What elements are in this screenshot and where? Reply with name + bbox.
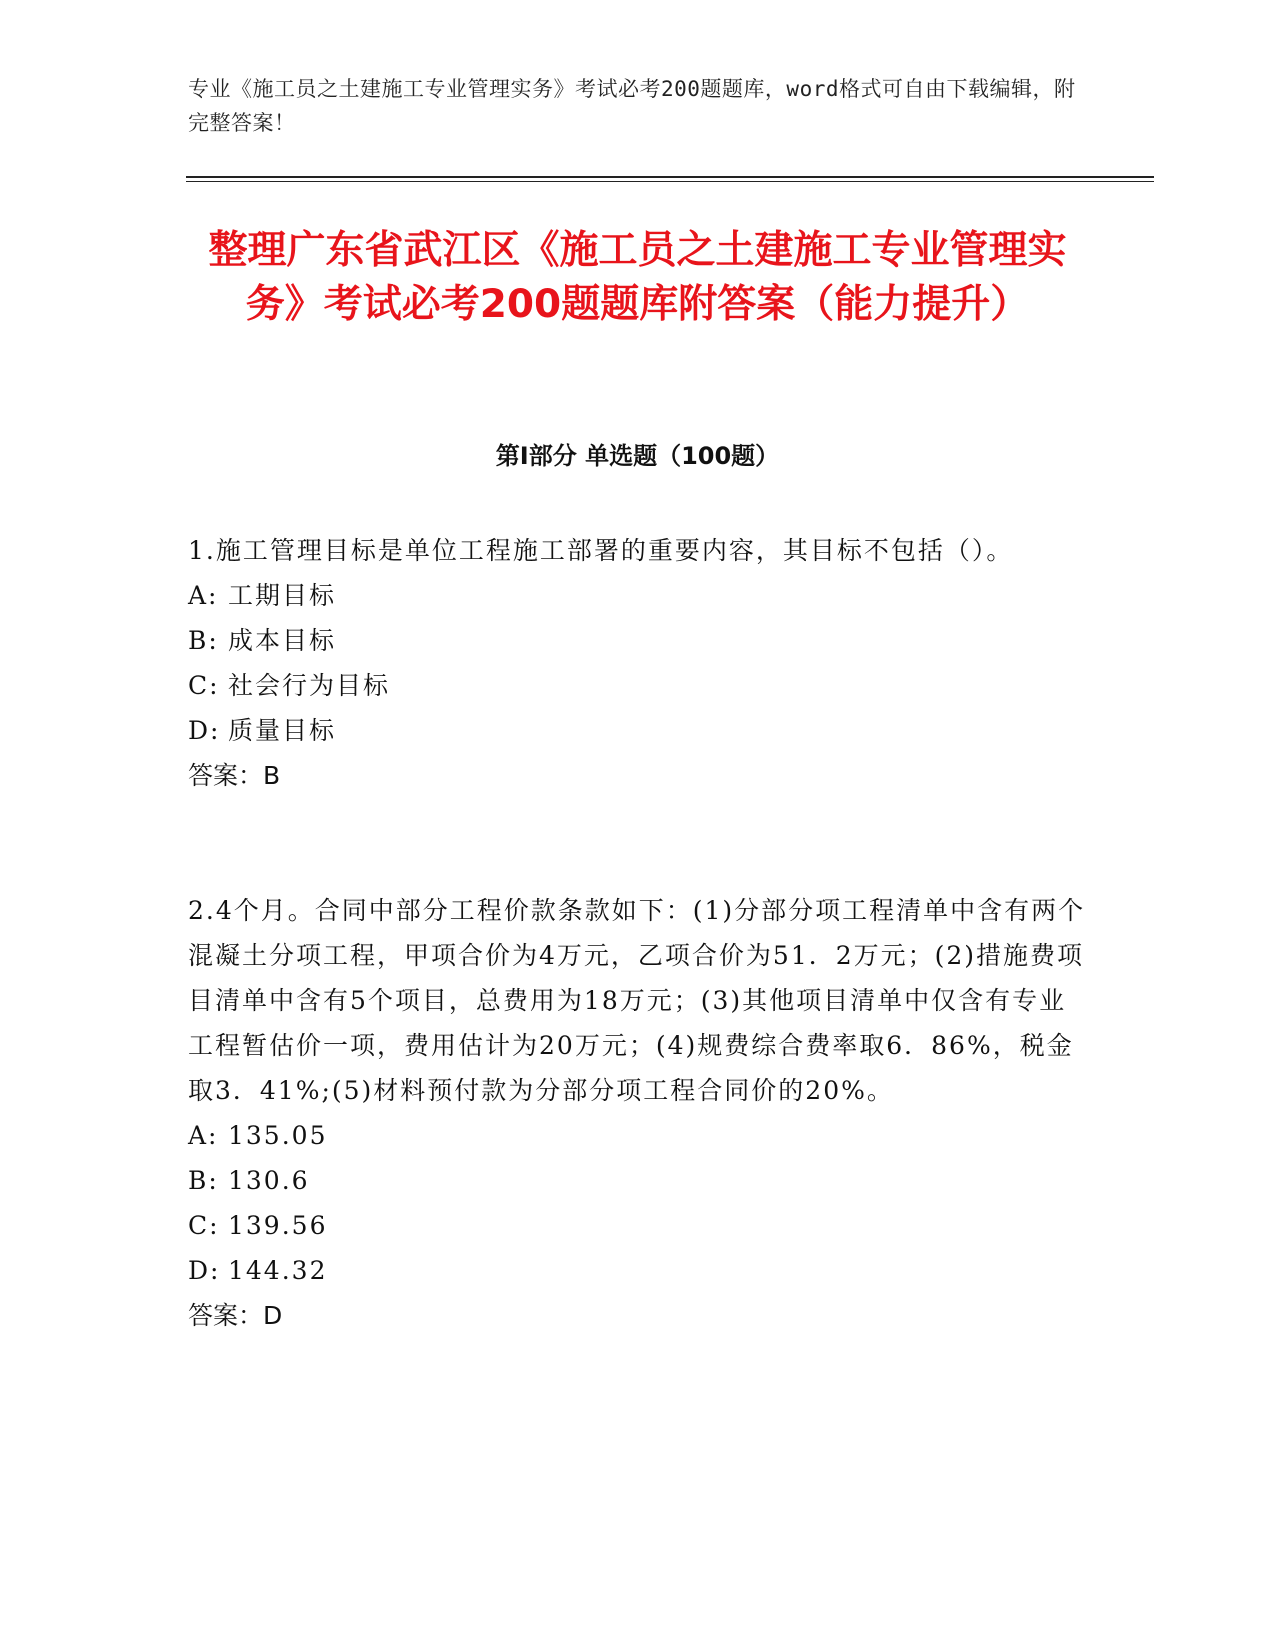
option-key: C: [188,671,220,700]
option-text: 135.05 [228,1121,328,1150]
answer: 答案：B [188,761,281,790]
option-text: 成本目标 [228,626,337,655]
option-key: D: [188,1256,221,1285]
question-1 [188,528,1088,798]
section-title: 第Ⅰ部分 单选题（100题） [495,442,780,470]
option-c [188,1203,1088,1248]
option-c [188,663,1088,708]
option-text: 质量目标 [228,716,337,745]
option-text: 社会行为目标 [228,671,391,700]
option-b [188,618,1088,663]
option-list [188,1113,1088,1293]
option-key: D: [188,716,221,745]
document-title: 整理广东省武江区《施工员之土建施工专业管理实务》考试必考200题题库附答案（能力提升） [208,228,1067,327]
question-2 [188,888,1088,1338]
option-key: B: [188,1166,219,1195]
option-key: A: [188,581,219,610]
question-stem: 2.4个月。合同中部分工程价款条款如下：(1)分部分项工程清单中含有两个混凝土分项工程，甲项合价为4万元，乙项合价为51．2万元；(2)措施费项目清单中含有5个项目，总费用为18万元；(3)其他项目清单中仅含有专业工程暂估价一项，费用估计为20万元；(4)规费综合费率取6．86%，税金取3．41%;(5)材料预付款为分部分项工程合同价的20%。 [188,896,1086,1105]
option-text: 工期目标 [228,581,337,610]
option-d [188,708,1088,753]
header-divider [186,176,1154,182]
option-b [188,1158,1088,1203]
question-stem: 1.施工管理目标是单位工程施工部署的重要内容，其目标不包括（）。 [188,536,1014,565]
option-key: B: [188,626,219,655]
header-note: 专业《施工员之土建施工专业管理实务》考试必考200题题库，word格式可自由下载编辑，附完整答案！ [188,77,1076,135]
option-text: 144.32 [228,1256,328,1285]
option-a [188,1113,1088,1158]
answer: 答案：D [188,1301,283,1330]
option-text: 130.6 [228,1166,310,1195]
option-list [188,573,1088,753]
option-d [188,1248,1088,1293]
option-key: C: [188,1211,220,1240]
option-key: A: [188,1121,219,1150]
option-text: 139.56 [228,1211,328,1240]
option-a [188,573,1088,618]
